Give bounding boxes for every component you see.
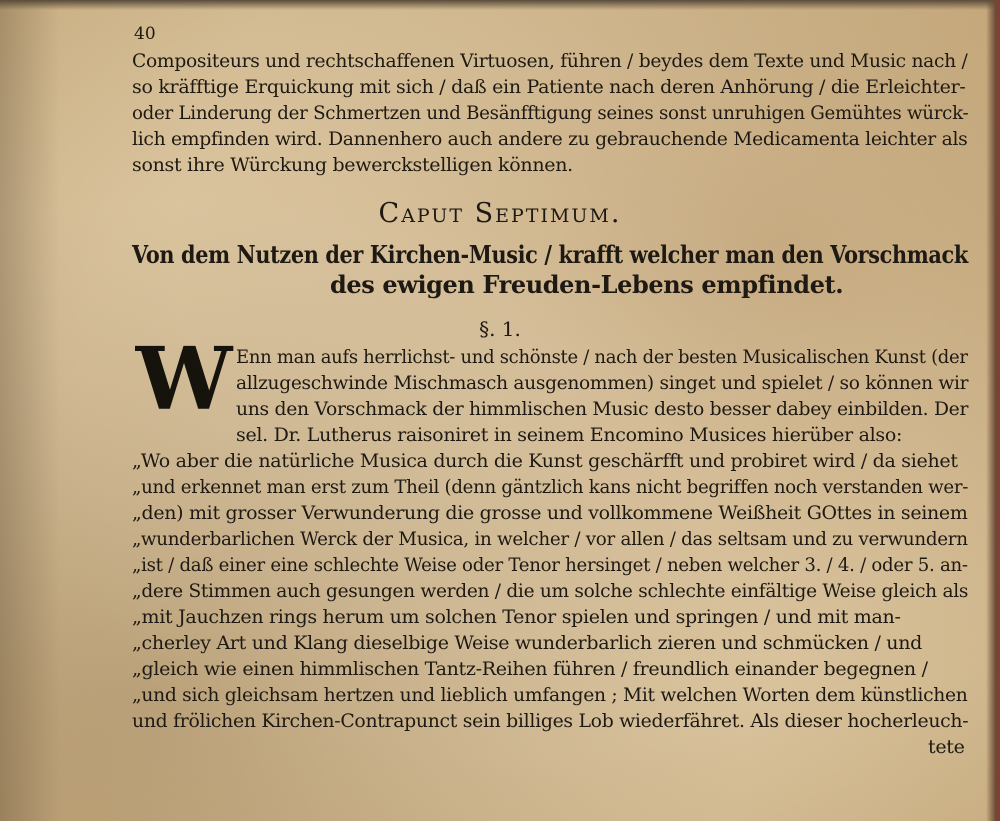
body-line: „ist / daß einer eine schlechte Weise oder Tenor hersinget / neben welcher 3. / 4. / oder 5. an- xyxy=(132,554,968,576)
body-line: „gleich wie einen himmlischen Tantz-Reihen führen / freundlich einander begegnen / xyxy=(132,658,928,680)
chapter-heading: Caput Septimum. xyxy=(378,198,622,229)
body-line: „den) mit grosser Verwunderung die grosse und vollkommene Weißheit GOttes in seinem xyxy=(132,502,968,524)
body-line: sel. Dr. Lutherus raisoniret in seinem Encomino Musices hierüber also: xyxy=(236,424,903,446)
body-line: Enn man aufs herrlichst- und schönste / nach der besten Musicalischen Kunst (der xyxy=(236,346,968,368)
body-line: „und sich gleichsam hertzen und lieblich umfangen ; Mit welchen Worten dem künstlichen xyxy=(132,684,968,706)
page-fold-shadow xyxy=(0,0,60,821)
body-line: und frölichen Kirchen-Contrapunct sein billiges Lob wiederfähret. Als dieser hocherleuch- xyxy=(132,710,969,732)
body-line: „cherley Art und Klang dieselbige Weise wunderbarlich zieren und schmücken / und xyxy=(132,632,923,654)
page-number: 40 xyxy=(134,24,156,44)
body-line: uns den Vorschmack der himmlischen Music desto besser dabey einbilden. Der xyxy=(236,398,969,420)
top-paragraph-line: lich empfinden wird. Dannenhero auch andere zu gebrauchende Medicamenta leichter als xyxy=(132,128,968,150)
body-line: „und erkennet man erst zum Theil (denn gäntzlich kans nicht begriffen noch verstanden wer- xyxy=(132,476,969,498)
page-right-edge xyxy=(986,0,1000,821)
top-paragraph-line: Compositeurs und rechtschaffenen Virtuosen, führen / beydes dem Texte und Music nach / xyxy=(132,50,968,72)
body-line: allzugeschwinde Mischmasch ausgenommen) singet und spielet / so können wir xyxy=(236,372,969,394)
drop-cap: W xyxy=(135,329,233,430)
section-mark: §. 1. xyxy=(479,317,521,341)
top-paragraph-line: sonst ihre Würckung bewerckstelligen können. xyxy=(132,154,573,176)
body-line: „mit Jauchzen rings herum um solchen Tenor spielen und springen / und mit man- xyxy=(132,606,901,628)
body-line: „Wo aber die natürliche Musica durch die Kunst geschärfft und probiret wird / da siehet xyxy=(132,450,958,472)
page-top-edge xyxy=(0,0,1000,10)
body-line: „wunderbarlichen Werck der Musica, in welcher / vor allen / das seltsam und zu verwundern xyxy=(132,528,968,550)
chapter-subtitle-line: des ewigen Freuden-Lebens empfindet. xyxy=(330,270,844,299)
top-paragraph-line: so kräfftige Erquickung mit sich / daß ein Patiente nach deren Anhörung / die Erleichter- xyxy=(132,76,966,98)
chapter-subtitle-line: Von dem Nutzen der Kirchen-Music / krafft welcher man den Vorschmack xyxy=(132,240,968,269)
body-line: „dere Stimmen auch gesungen werden / die um solche schlechte einfältige Weise gleich als xyxy=(132,580,969,602)
top-paragraph-line: oder Linderung der Schmertzen und Besänfftigung seines sonst unruhigen Gemühtes würck- xyxy=(132,102,969,124)
catchword: tete xyxy=(928,736,965,758)
